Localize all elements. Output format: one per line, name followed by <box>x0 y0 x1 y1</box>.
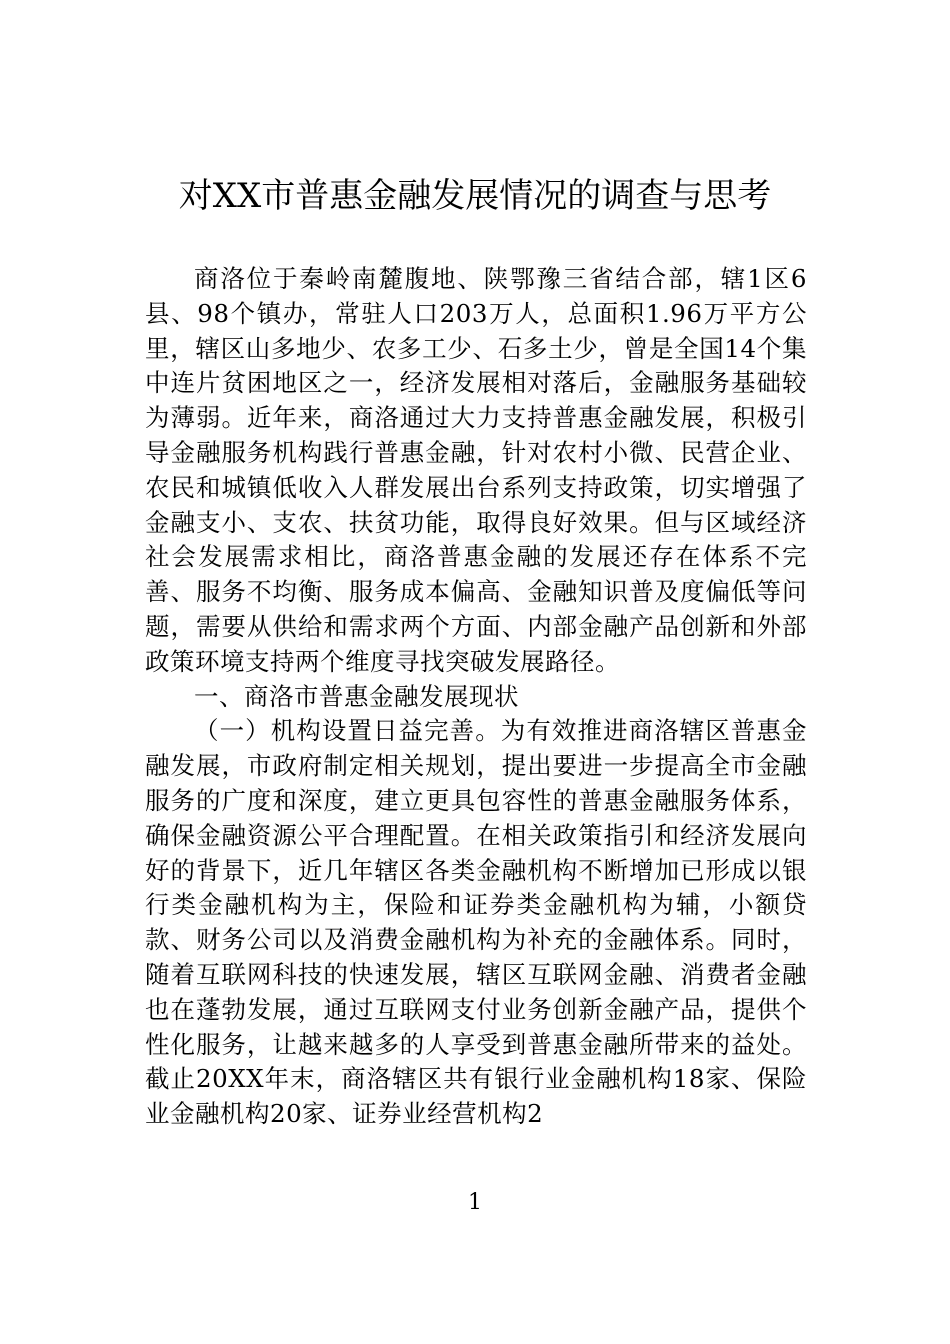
page-number: 1 <box>468 1190 482 1215</box>
body-paragraph: （一）机构设置日益完善。为有效推进商洛辖区普惠金融发展，市政府制定相关规划，提出要进一步提高全市金融服务的广度和深度，建立更具包容性的普惠金融服务体系，确保金融资源公平合理配置。在相关政策指引和经济发展向好的背景下，近几年辖区各类金融机构不断增加已形成以银行类金融机构为主，保险和证券类金融机构为辅，小额贷款、财务公司以及消费金融机构为补充的金融体系。同时，随着互联网科技的快速发展，辖区互联网金融、消费者金融也在蓬勃发展，通过互联网支付业务创新金融产品，提供个性化服务，让越来越多的人享受到普惠金融所带来的益处。截止20XX年末，商洛辖区共有银行业金融机构18家、保险业金融机构20家、证券业经营机构2 <box>145 716 807 1129</box>
document-title: 对XX市普惠金融发展情况的调查与思考 <box>178 176 772 216</box>
intro-paragraph: 商洛位于秦岭南麓腹地、陕鄂豫三省结合部，辖1区6县、98个镇办，常驻人口203万人，总面积1.96万平方公里，辖区山多地少、农多工少、石多土少，曾是全国14个集中连片贫困地区之一，经济发展相对落后，金融服务基础较为薄弱。近年来，商洛通过大力支持普惠金融发展，积极引导金融服务机构践行普惠金融，针对农村小微、民营企业、农民和城镇低收入人群发展出台系列支持政策，切实增强了金融支小、支农、扶贫功能，取得良好效果。但与区域经济社会发展需求相比，商洛普惠金融的发展还存在体系不完善、服务不均衡、服务成本偏高、金融知识普及度偏低等问题，需要从供给和需求两个方面、内部金融产品创新和外部政策环境支持两个维度寻找突破发展路径。 <box>145 264 807 676</box>
document-body <box>145 262 807 1132</box>
section-heading: 一、商洛市普惠金融发展现状 <box>194 681 519 711</box>
